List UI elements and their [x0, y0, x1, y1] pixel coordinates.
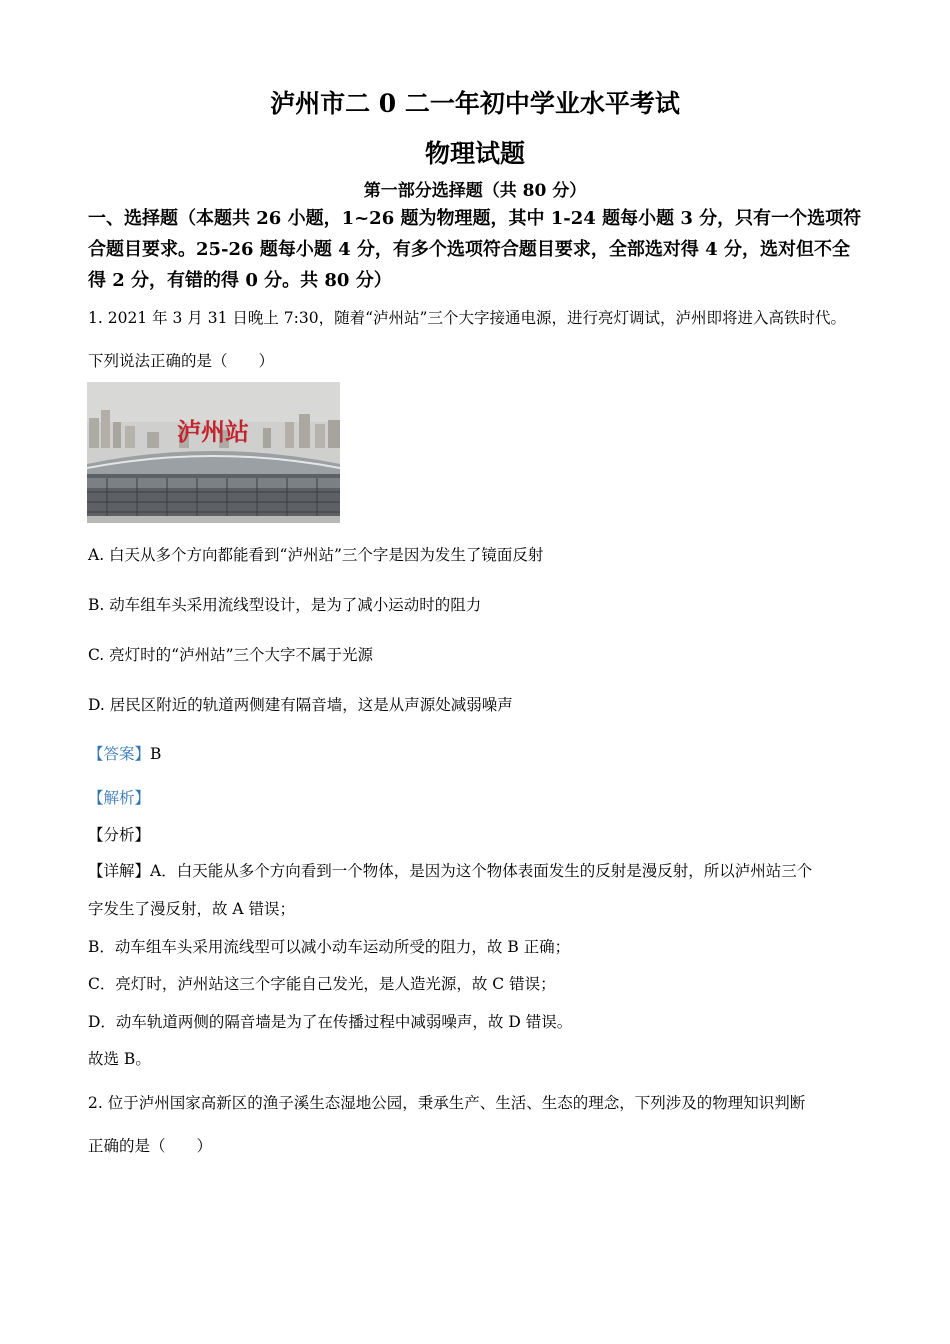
section-instructions-line-1: 一、选择题（本题共 26 小题，1~26 题为物理题，其中 1-24 题每小题 3 分，只有一个选项符 — [88, 208, 862, 229]
answer-value: B — [150, 745, 162, 763]
q1-option-d: D. 居民区附近的轨道两侧建有隔音墙，这是从声源处减弱噪声 — [88, 696, 513, 714]
q1-station-photo — [87, 382, 340, 523]
q1-option-b: B. 动车组车头采用流线型设计，是为了减小运动时的阻力 — [88, 596, 482, 614]
answer-label: 【答案】 — [88, 745, 151, 763]
exam-title: 泸州市二 0 二一年初中学业水平考试 — [270, 89, 680, 118]
q1-option-c: C. 亮灯时的“泸州站”三个大字不属于光源 — [88, 646, 374, 664]
subject-title: 物理试题 — [424, 139, 525, 168]
q1-conclusion: 故选 B。 — [88, 1050, 151, 1068]
q1-detail-line-2: 字发生了漫反射，故 A 错误； — [88, 900, 296, 918]
q1-detail-d: D．动车轨道两侧的隔音墙是为了在传播过程中减弱噪声，故 D 错误。 — [88, 1013, 573, 1031]
section-instructions-line-3: 得 2 分，有错的得 0 分。共 80 分） — [88, 270, 392, 291]
q1-answer — [88, 742, 161, 764]
q1-stem-line-2: 下列说法正确的是（ ） — [88, 352, 275, 370]
part-heading: 第一部分选择题（共 80 分） — [363, 181, 587, 201]
q1-option-a: A. 白天从多个方向都能看到“泸州站”三个字是因为发生了镜面反射 — [88, 546, 544, 564]
q2-stem-line-2: 正确的是（ ） — [88, 1137, 213, 1155]
q1-jiexi-label: 【解析】 — [88, 789, 151, 807]
section-instructions-line-2: 合题目要求。25-26 题每小题 4 分，有多个选项符合题目要求，全部选对得 4 分，选对但不全 — [88, 239, 850, 260]
q1-fenxi-label: 【分析】 — [88, 826, 151, 844]
q1-detail-line-1: 【详解】A．白天能从多个方向看到一个物体，是因为这个物体表面发生的反射是漫反射，所以泸州站三个 — [88, 862, 813, 880]
q1-detail-c: C．亮灯时，泸州站这三个字能自己发光，是人造光源，故 C 错误； — [88, 975, 556, 993]
q1-detail-b: B．动车组车头采用流线型可以减小动车运动所受的阻力，故 B 正确； — [88, 938, 571, 956]
q1-stem-line-1: 1. 2021 年 3 月 31 日晚上 7:30，随着“泸州站”三个大字接通电源，进行亮灯调试，泸州即将进入高铁时代。 — [88, 309, 846, 327]
q2-stem-line-1: 2. 位于泸州国家高新区的渔子溪生态湿地公园，秉承生产、生活、生态的理念，下列涉及的物理知识判断 — [88, 1094, 806, 1112]
station-sign-text: 泸州站 — [177, 418, 249, 446]
